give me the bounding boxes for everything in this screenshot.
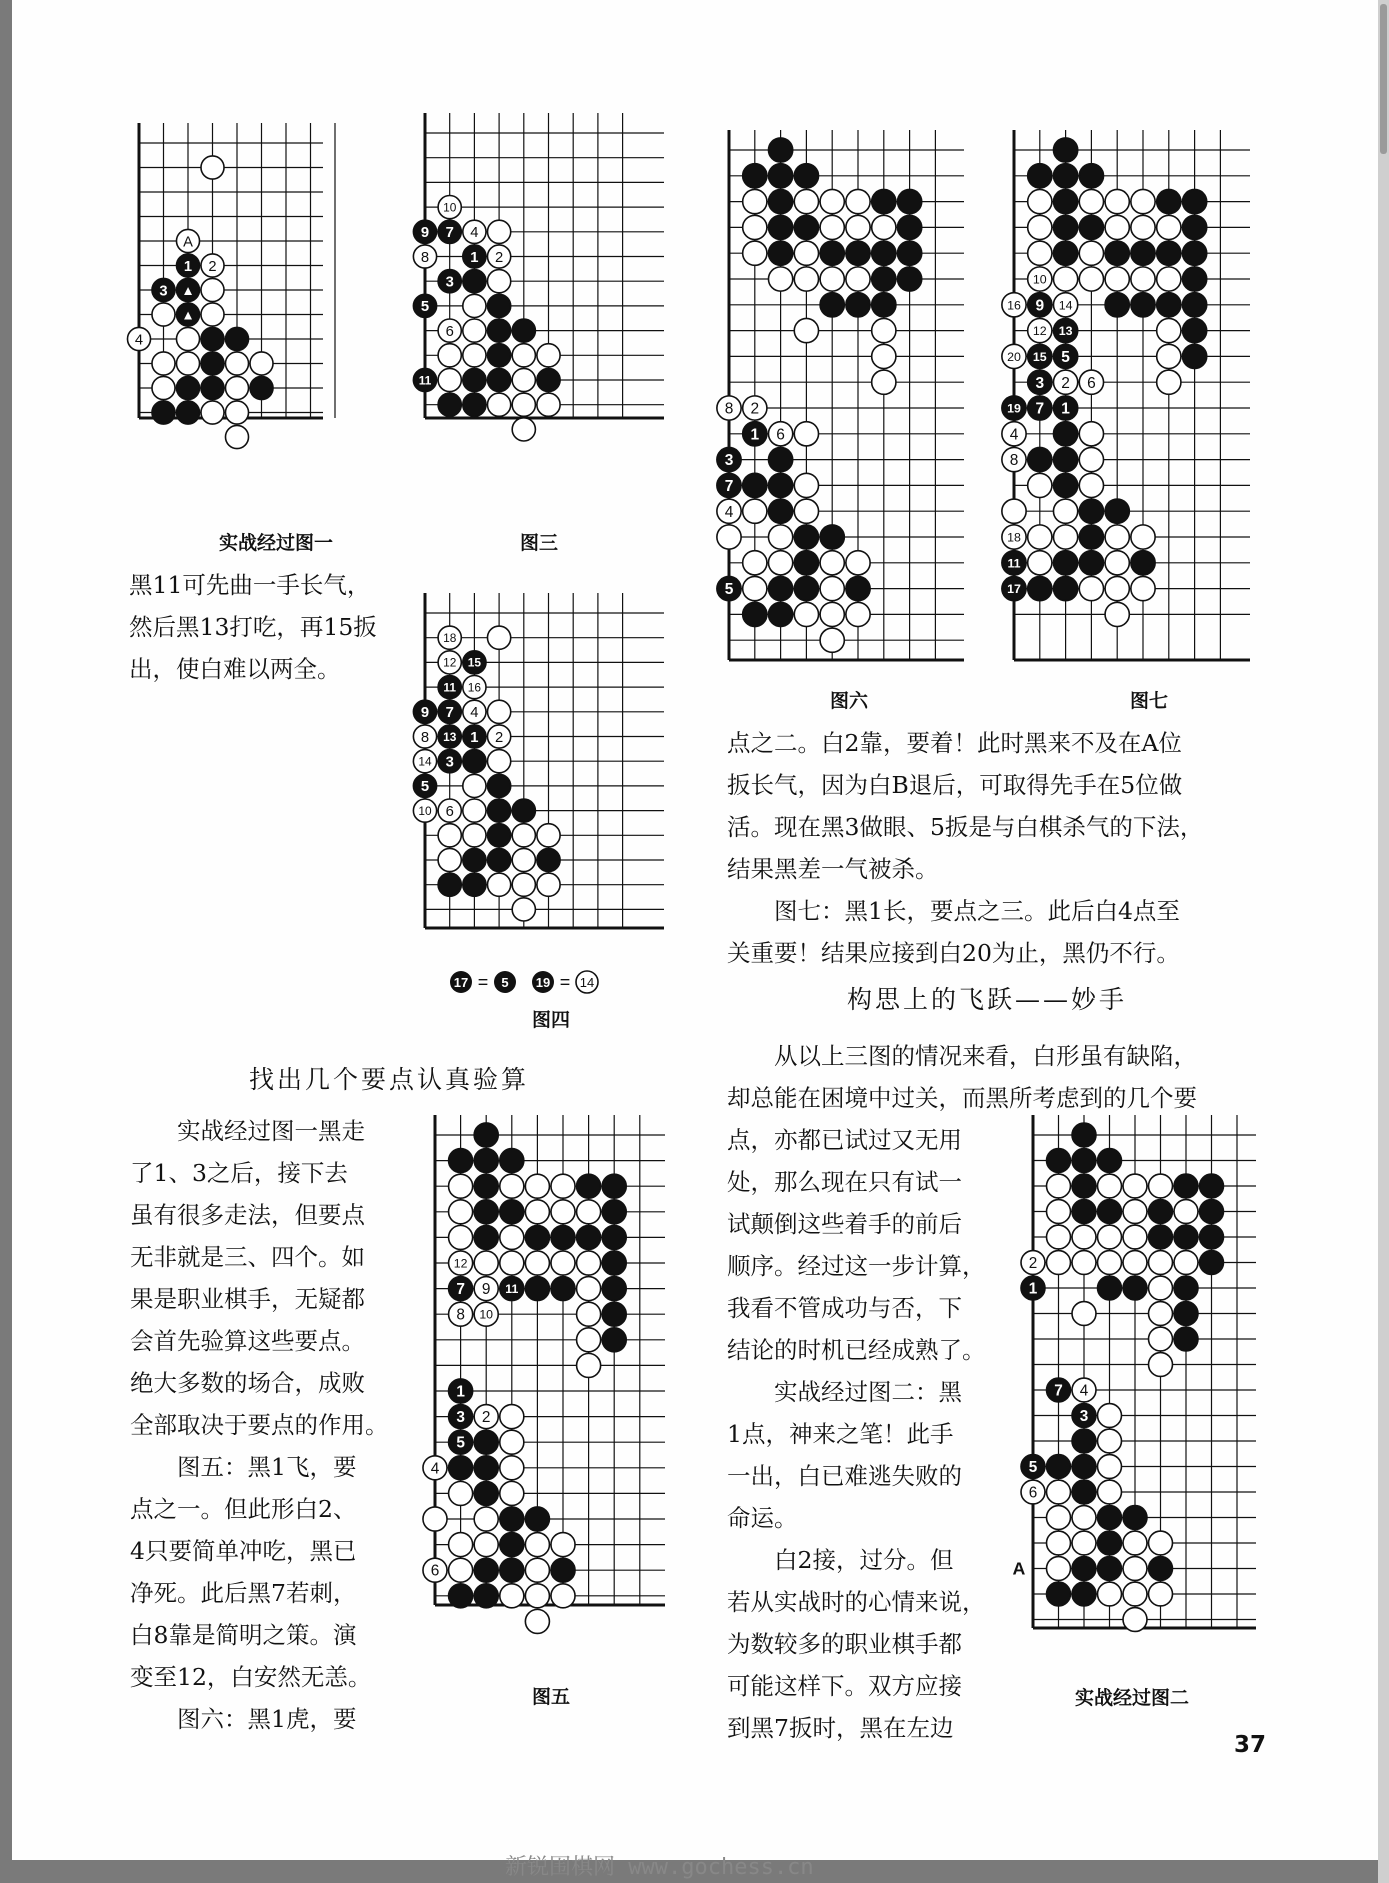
text-line: 点，亦都已试过又无用 <box>727 1126 962 1154</box>
stone-number: 9 <box>420 705 430 722</box>
stone-number: 13 <box>1058 324 1073 339</box>
black-stone <box>1098 1506 1122 1530</box>
text-line: 会首先验算这些要点。 <box>130 1327 365 1355</box>
text-line: 结论的时机已经成熟了。 <box>727 1336 986 1364</box>
stone-number: 3 <box>159 283 168 300</box>
stone-number: 8 <box>456 1306 465 1324</box>
text-line: 点之一。但此形白2、 <box>130 1495 357 1523</box>
stone-number: 3 <box>724 452 734 470</box>
black-stone <box>1123 1276 1147 1300</box>
stone-number: 9 <box>420 225 430 242</box>
white-stone <box>1174 1200 1198 1224</box>
stone-number: 5 <box>1061 348 1070 366</box>
stone-number: 1 <box>1028 1280 1038 1298</box>
text-line: 我看不管成功与否，下 <box>727 1294 962 1322</box>
white-stone <box>1149 1174 1173 1198</box>
stone-number: 6 <box>445 323 454 340</box>
text-line: 处，那么现在只有试一 <box>727 1168 962 1196</box>
stone-number: 2 <box>750 400 760 418</box>
equals-sign: = <box>477 972 489 992</box>
white-stone <box>1149 1353 1173 1377</box>
white-stone <box>1047 1251 1071 1275</box>
stone-number: 15 <box>1032 349 1047 364</box>
white-stone <box>1047 1531 1071 1555</box>
stone-number: 14 <box>579 975 595 990</box>
scrollbar-thumb[interactable] <box>1380 4 1387 154</box>
section-1-body <box>130 1110 430 1740</box>
text-line: 黑11可先曲一手长气， <box>129 571 371 599</box>
stone-number: 6 <box>1087 374 1096 392</box>
text-line: 白8靠是简明之策。演 <box>130 1621 357 1649</box>
stone-number: 6 <box>445 803 454 820</box>
caption-diagram-2: 实战经过图二 <box>1075 1687 1190 1709</box>
black-stone <box>1200 1251 1224 1275</box>
white-stone <box>1123 1608 1147 1632</box>
black-stone <box>1200 1174 1224 1198</box>
stone-number: 11 <box>443 680 456 695</box>
black-stone <box>1047 1455 1071 1479</box>
stone-number: 5 <box>1028 1459 1038 1477</box>
black-stone <box>1072 1557 1096 1581</box>
black-stone <box>1149 1557 1173 1581</box>
text-line: 一出，白已难逃失败的 <box>727 1462 962 1490</box>
stone-number: 11 <box>505 1282 519 1297</box>
text-line: 4只要简单冲吃，黑已 <box>130 1537 357 1565</box>
stone-number: 7 <box>724 477 734 495</box>
white-stone <box>1123 1174 1147 1198</box>
stone-marker: ▲ <box>181 307 195 323</box>
stone-number: 2 <box>208 258 217 275</box>
text-line: 关重要！结果应接到白20为止，黑仍不行。 <box>727 939 1180 967</box>
black-stone <box>1098 1531 1122 1555</box>
scrollbar[interactable] <box>1378 0 1389 1883</box>
text-line: 图五：黑1飞，要 <box>177 1453 357 1481</box>
stone-number: 9 <box>1035 297 1045 315</box>
text-line: 从以上三图的情况来看，白形虽有缺陷， <box>774 1042 1197 1070</box>
site-footer: 新锐围棋网 www.gochess.cn <box>505 1855 814 1880</box>
text-line: 果是职业棋手，无疑都 <box>130 1285 365 1313</box>
stone-number: 10 <box>418 803 432 818</box>
stone-number: 4 <box>1009 426 1019 444</box>
text-block-b <box>727 722 1287 974</box>
white-stone <box>1098 1404 1122 1428</box>
stone-number: 14 <box>418 754 432 769</box>
stone-number: 3 <box>1079 1408 1089 1426</box>
stone-number: 7 <box>456 1281 465 1299</box>
black-stone <box>1149 1200 1173 1224</box>
text-line: 绝大多数的场合，成败 <box>130 1369 365 1397</box>
stone-number: 20 <box>1007 349 1021 364</box>
stone-marker: ▲ <box>181 282 195 298</box>
white-stone <box>1098 1225 1122 1249</box>
text-line: 净死。此后黑7若刺， <box>130 1579 357 1607</box>
stone-number: 2 <box>481 1409 491 1427</box>
black-stone <box>1072 1200 1096 1224</box>
black-stone <box>1149 1225 1173 1249</box>
white-stone <box>1072 1225 1096 1249</box>
equals-sign: = <box>559 972 571 992</box>
white-stone <box>1098 1174 1122 1198</box>
stone-number: 5 <box>501 975 509 990</box>
stone-number: 13 <box>443 729 457 744</box>
black-stone <box>1098 1149 1122 1173</box>
text-line: 若从实战时的心情来说， <box>727 1588 986 1616</box>
stone-number: 4 <box>470 705 479 722</box>
stone-number: 12 <box>443 655 457 670</box>
text-line: 白2接，过分。但 <box>774 1546 954 1574</box>
stone-number: 4 <box>724 503 734 521</box>
stone-number: 5 <box>724 581 734 599</box>
text-block-a <box>129 564 449 690</box>
section-2-body <box>727 1119 1027 1749</box>
stone-number: 10 <box>479 1307 494 1322</box>
stone-number: 1 <box>750 426 760 444</box>
stone-number: 18 <box>443 630 457 645</box>
white-stone <box>1047 1557 1071 1581</box>
white-stone <box>1149 1302 1173 1326</box>
white-stone <box>1149 1531 1173 1555</box>
stone-number: 2 <box>1061 374 1070 392</box>
section-title-brilliant-move: 构思上的飞跃——妙手 <box>847 985 1128 1014</box>
text-line: 全部取决于要点的作用。 <box>130 1411 389 1439</box>
stone-number: 8 <box>1009 452 1019 470</box>
stone-number: 3 <box>445 274 454 291</box>
black-stone <box>1200 1225 1224 1249</box>
section-2-intro <box>727 1035 1287 1119</box>
black-stone <box>1098 1557 1122 1581</box>
white-stone <box>1072 1531 1096 1555</box>
stone-number: 7 <box>1035 400 1045 418</box>
book-page <box>12 0 1378 1860</box>
caption-diagram-4: 图四 <box>532 1009 571 1031</box>
white-stone <box>1098 1429 1122 1453</box>
stone-number: 2 <box>494 249 504 266</box>
stone-number: 4 <box>430 1460 440 1478</box>
white-stone <box>1047 1480 1071 1504</box>
stone-number: 17 <box>1007 582 1021 597</box>
white-stone <box>1098 1480 1122 1504</box>
stone-number: 2 <box>494 729 504 746</box>
stone-number: 1 <box>470 729 479 746</box>
stone-number: 19 <box>535 975 551 990</box>
white-stone <box>1123 1251 1147 1275</box>
black-stone <box>1072 1123 1096 1147</box>
stone-number: 17 <box>453 975 469 990</box>
stone-number: 6 <box>1028 1484 1038 1502</box>
black-stone <box>1072 1480 1096 1504</box>
stone-number: 8 <box>724 400 734 418</box>
stone-number: 5 <box>456 1434 465 1452</box>
board-point-label: A <box>1012 1558 1026 1579</box>
stone-number: 1 <box>470 249 479 266</box>
page-number: 37 <box>1234 1732 1267 1758</box>
stone-number: 8 <box>420 729 430 746</box>
white-stone <box>1047 1200 1071 1224</box>
text-line: 图六：黑1虎，要 <box>177 1705 357 1733</box>
white-stone <box>1072 1302 1096 1326</box>
stone-number: 5 <box>420 779 430 796</box>
white-stone <box>1123 1200 1147 1224</box>
diagram-4-equation <box>447 967 627 997</box>
text-line: 变至12，白安然无恙。 <box>130 1663 372 1691</box>
text-line: 虽有很多走法，但要点 <box>130 1201 365 1229</box>
text-line: 为数较多的职业棋手都 <box>727 1630 962 1658</box>
black-stone <box>1047 1582 1071 1606</box>
black-stone <box>1174 1225 1198 1249</box>
stone-number: 12 <box>1032 324 1047 339</box>
stone-number: 12 <box>453 1256 468 1271</box>
text-line: 到黑7扳时，黑在左边 <box>727 1714 954 1742</box>
stone-number: 14 <box>1058 298 1073 313</box>
stone-number: 7 <box>445 225 454 242</box>
white-stone <box>1072 1506 1096 1530</box>
white-stone <box>1123 1225 1147 1249</box>
text-line: 点之二。白2靠，要着！此时黑来不及在A位 <box>727 729 1182 757</box>
stone-number: 11 <box>1007 556 1021 571</box>
black-stone <box>1072 1149 1096 1173</box>
white-stone <box>1098 1251 1122 1275</box>
stone-number: 15 <box>467 655 482 670</box>
black-stone <box>1174 1174 1198 1198</box>
stone-number: 6 <box>430 1562 440 1580</box>
text-line: 可能这样下。双方应接 <box>727 1672 962 1700</box>
stone-number: 4 <box>1079 1382 1089 1400</box>
stone-number: 3 <box>456 1409 465 1427</box>
stone-number: 11 <box>418 373 432 388</box>
text-line: 实战经过图一黑走 <box>177 1117 365 1145</box>
black-stone <box>1072 1455 1096 1479</box>
black-stone <box>1174 1327 1198 1351</box>
text-line: 出，使白难以两全。 <box>129 655 341 683</box>
text-line: 命运。 <box>727 1504 798 1532</box>
stone-number: 9 <box>481 1281 491 1299</box>
white-stone <box>1149 1251 1173 1275</box>
stone-number: 5 <box>420 299 430 316</box>
white-stone <box>1149 1582 1173 1606</box>
black-stone <box>1047 1149 1071 1173</box>
black-stone <box>1200 1200 1224 1224</box>
black-stone <box>1072 1429 1096 1453</box>
white-stone <box>1123 1557 1147 1581</box>
caption-diagram-3: 图三 <box>520 532 559 554</box>
text-line: 扳长气，因为白B退后，可取得先手在5位做 <box>727 771 1183 799</box>
text-line: 无非就是三、四个。如 <box>130 1243 365 1271</box>
text-line: 图七：黑1长，要点之三。此后白4点至 <box>774 897 1180 925</box>
stone-number: 10 <box>443 200 457 215</box>
text-line: 了1、3之后，接下去 <box>130 1159 348 1187</box>
white-stone <box>1123 1582 1147 1606</box>
stone-marker: A <box>183 234 193 251</box>
white-stone <box>1047 1225 1071 1249</box>
stone-number: 1 <box>456 1383 465 1401</box>
text-line: 却总能在困境中过关，而黑所考虑到的几个要 <box>727 1084 1197 1112</box>
stone-number: 2 <box>1028 1255 1038 1273</box>
stone-number: 16 <box>1007 298 1021 313</box>
stone-number: 1 <box>183 258 193 275</box>
section-title-key-points: 找出几个要点认真验算 <box>249 1065 530 1094</box>
white-stone <box>1098 1455 1122 1479</box>
text-line: 活。现在黑3做眼、5扳是与白棋杀气的下法， <box>727 813 1204 841</box>
black-stone <box>1072 1174 1096 1198</box>
black-stone <box>1098 1200 1122 1224</box>
white-stone <box>1149 1327 1173 1351</box>
white-stone <box>1098 1582 1122 1606</box>
black-stone <box>1072 1582 1096 1606</box>
stone-number: 6 <box>776 426 785 444</box>
caption-diagram-6: 图六 <box>830 690 869 712</box>
black-stone <box>1098 1276 1122 1300</box>
text-line: 实战经过图二：黑 <box>774 1378 962 1406</box>
caption-diagram-1: 实战经过图一 <box>219 532 334 554</box>
stone-number: 19 <box>1007 401 1021 416</box>
caption-diagram-7: 图七 <box>1130 690 1169 712</box>
black-stone <box>1174 1302 1198 1326</box>
black-stone <box>1174 1276 1198 1300</box>
caption-diagram-5: 图五 <box>532 1686 571 1708</box>
white-stone <box>1123 1531 1147 1555</box>
text-line: 顺序。经过这一步计算， <box>727 1252 986 1280</box>
black-stone <box>1123 1506 1147 1530</box>
text-line: 然后黑13打吃，再15扳 <box>129 613 377 641</box>
stone-number: 8 <box>420 249 430 266</box>
stone-number: 1 <box>1061 400 1070 418</box>
white-stone <box>1072 1251 1096 1275</box>
stone-number: 7 <box>445 705 454 722</box>
stone-number: 4 <box>470 225 479 242</box>
stone-number: 16 <box>467 680 482 695</box>
stone-number: 4 <box>134 332 144 349</box>
stone-number: 7 <box>1054 1382 1063 1400</box>
white-stone <box>1174 1251 1198 1275</box>
text-line: 试颠倒这些着手的前后 <box>727 1210 962 1238</box>
stone-number: 3 <box>1035 374 1045 392</box>
white-stone <box>1149 1276 1173 1300</box>
text-line: 结果黑差一气被杀。 <box>727 855 939 883</box>
white-stone <box>1047 1174 1071 1198</box>
stone-number: 10 <box>1032 272 1047 287</box>
stone-number: 18 <box>1007 530 1021 545</box>
text-line: 1点，神来之笔！此手 <box>727 1420 954 1448</box>
white-stone <box>1047 1506 1071 1530</box>
stone-number: 3 <box>445 754 454 771</box>
